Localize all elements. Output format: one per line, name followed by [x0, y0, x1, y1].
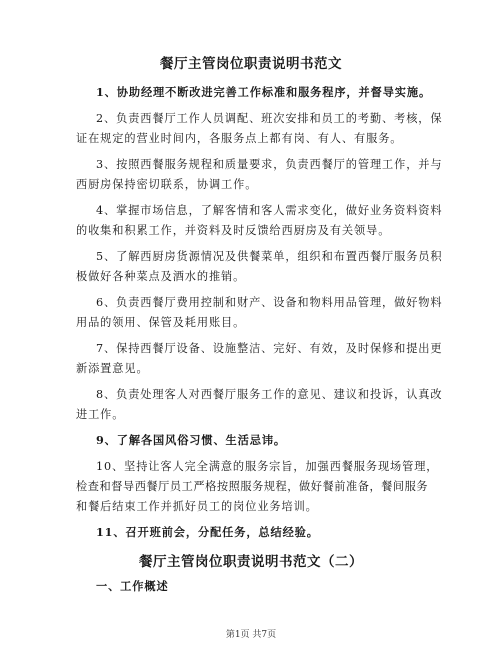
- paragraph-6-line-2: 用品的领用、保管及耗用账目。: [76, 316, 246, 329]
- section-title: 餐厅主管岗位职责说明书范文（二）: [139, 554, 363, 570]
- paragraph-7-line-1: 7、保持西餐厅设备、设施整洁、完好、有效，及时保修和提出更: [96, 342, 443, 355]
- paragraph-3-line-2: 西厨房保持密切联系，协调工作。: [76, 178, 258, 191]
- paragraph-8-line-2: 进工作。: [76, 408, 125, 421]
- section-heading-overview: 一、工作概述: [96, 579, 169, 593]
- paragraph-2-line-1: 2、负责西餐厅工作人员调配、班次安排和员工的考勤、考核，保: [96, 112, 443, 125]
- paragraph-2-line-2: 证在规定的营业时间内，各服务点上都有岗、有人、有服务。: [76, 132, 403, 145]
- paragraph-5-line-1: 5、了解西厨房货源情况及供餐菜单，组织和布置西餐厅服务员积: [96, 250, 443, 263]
- paragraph-10-line-1: 10、坚持让客人完全满意的服务宗旨，加强西餐服务现场管理，: [96, 460, 439, 473]
- paragraph-6-line-1: 6、负责西餐厅费用控制和财产、设备和物料用品管理，做好物料: [96, 296, 443, 309]
- page-footer: 第1页 共7页: [225, 630, 277, 640]
- paragraph-11: 11、召开班前会，分配任务，总结经验。: [96, 525, 319, 539]
- document-title: 餐厅主管岗位职责说明书范文: [160, 56, 342, 72]
- paragraph-3-line-1: 3、按照西餐服务规程和质量要求，负责西餐厅的管理工作，并与: [96, 158, 443, 171]
- paragraph-5-line-2: 极做好各种菜点及酒水的推销。: [76, 270, 246, 283]
- paragraph-10-line-3: 和餐后结束工作并抓好员工的岗位业务培训。: [76, 500, 318, 513]
- paragraph-7-line-2: 新添置意见。: [76, 362, 149, 375]
- paragraph-9: 9、了解各国风俗习惯、生活忌讳。: [96, 433, 286, 447]
- paragraph-1: 1、协助经理不断改进完善工作标准和服务程序，并督导实施。: [96, 85, 432, 99]
- paragraph-10-line-2: 检查和督导西餐厅员工严格按照服务规程，做好餐前准备，餐间服务: [76, 480, 429, 493]
- paragraph-4-line-1: 4、掌握市场信息，了解客情和客人需求变化，做好业务资料资料: [96, 204, 443, 217]
- paragraph-8-line-1: 8、负责处理客人对西餐厅服务工作的意见、建议和投诉，认真改: [96, 388, 443, 401]
- paragraph-4-line-2: 的收集和积累工作，并资料及时反馈给西厨房及有关领导。: [76, 224, 391, 237]
